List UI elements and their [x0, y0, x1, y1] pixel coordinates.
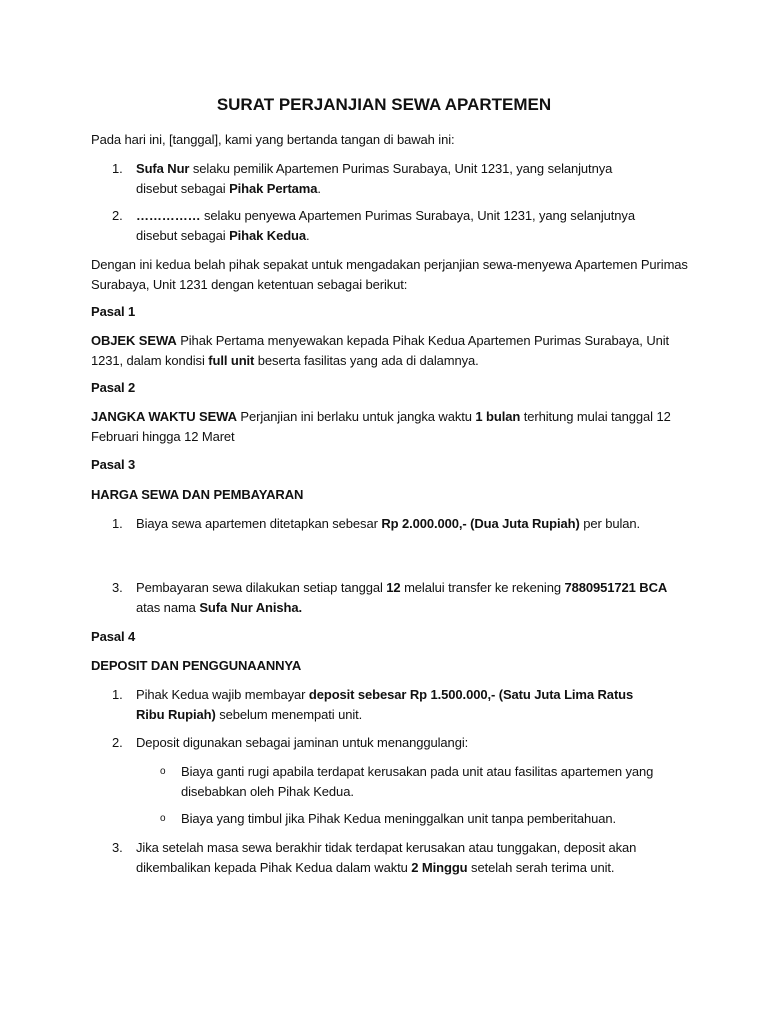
pasal-4-item-2-number: 2. [112, 735, 123, 750]
pasal-4-subheading: DEPOSIT DAN PENGGUNAANNYA [91, 658, 302, 673]
pasal-2-text [91, 407, 671, 447]
pasal-1-body: Pihak Pertama menyewakan kepada Pihak Kedua Apartemen Purimas Surabaya, Unit 1231, dalam kondisi [91, 333, 670, 368]
pasal-3-item-1-end: per bulan. [579, 516, 641, 531]
party-2-number: 2. [112, 208, 123, 223]
pasal-4-item-1-text: Pihak Kedua wajib membayar [136, 687, 309, 702]
subitem-1-text: Biaya ganti rugi apabila terdapat kerusakan pada unit atau fasilitas apartemen yang disebabkan oleh Pihak Kedua. [181, 764, 654, 799]
pasal-3-item-3-text3: atas nama [136, 600, 200, 615]
party-1-desc: selaku pemilik Apartemen Purimas Surabaya, Unit 1231, yang selanjutnya disebut sebagai [136, 161, 613, 196]
pasal-4-item-3-text: Jika setelah masa sewa berakhir tidak terdapat kerusakan atau tunggakan, deposit akan dikembalikan kepada Pihak Kedua dalam waktu [136, 840, 637, 875]
pasal-1-label: OBJEK SEWA [91, 333, 177, 348]
party-1-number: 1. [112, 161, 123, 176]
party-2-end: . [306, 228, 310, 243]
pasal-2-end: terhitung mulai tanggal 12 Februari hingga 12 Maret [91, 409, 671, 444]
document-title: SURAT PERJANJIAN SEWA APARTEMEN [216, 95, 552, 114]
pasal-1-text [91, 331, 691, 371]
pasal-1-end: beserta fasilitas yang ada di dalamnya. [254, 353, 479, 368]
pasal-4-heading: Pasal 4 [91, 629, 136, 644]
pasal-3-item-3-date: 12 [386, 580, 401, 595]
pasal-4-item-1 [136, 685, 656, 725]
pasal-4-item-1-deposit: deposit sebesar Rp 1.500.000,- (Satu Juta Lima Ratus Ribu Rupiah) [136, 687, 634, 722]
subitem-2-text: Biaya yang timbul jika Pihak Kedua meninggalkan unit tanpa pemberitahuan. [181, 811, 616, 826]
pasal-3-item-1-amount: Rp 2.000.000,- (Dua Juta Rupiah) [381, 516, 580, 531]
pasal-4-item-3-end: setelah serah terima unit. [467, 860, 615, 875]
party-2-text [136, 206, 656, 246]
party-1-text [136, 159, 656, 199]
pasal-3-item-3-number: 3. [112, 580, 123, 595]
pasal-3-item-1-text: Biaya sewa apartemen ditetapkan sebesar [136, 516, 382, 531]
pasal-4-item-1-number: 1. [112, 687, 123, 702]
pasal-3-item-3-text1: Pembayaran sewa dilakukan setiap tanggal [136, 580, 387, 595]
pasal-3-item-3-text2: melalui transfer ke rekening [400, 580, 565, 595]
pasal-4-item-2-text: Deposit digunakan sebagai jaminan untuk menanggulangi: [136, 735, 469, 750]
subitem-2-bullet: o [160, 813, 166, 824]
pasal-3-item-1-number: 1. [112, 516, 123, 531]
pasal-4-item-3-number: 3. [112, 840, 123, 855]
pasal-3-item-3-account: 7880951721 BCA [564, 580, 668, 595]
party-1-end: . [317, 181, 321, 196]
pasal-2-label: JANGKA WAKTU SEWA [91, 409, 237, 424]
pasal-3-item-3 [136, 578, 681, 618]
subitem-1-bullet: o [160, 766, 166, 777]
pasal-2-body: Perjanjian ini berlaku untuk jangka waktu [236, 409, 476, 424]
party-1-role: Pihak Pertama [229, 181, 318, 196]
pasal-3-item-1 [136, 514, 696, 534]
pasal-4-item-3 [136, 838, 646, 878]
party-2-name: …………… [136, 208, 201, 223]
pasal-3-heading: Pasal 3 [91, 457, 136, 472]
party-2-desc: selaku penyewa Apartemen Purimas Surabaya, Unit 1231, yang selanjutnya disebut sebagai [136, 208, 635, 243]
pasal-4-item-1-end: sebelum menempati unit. [215, 707, 363, 722]
party-2-role: Pihak Kedua [229, 228, 307, 243]
pasal-1-heading: Pasal 1 [91, 304, 136, 319]
intro-paragraph: Pada hari ini, [tanggal], kami yang bertanda tangan di bawah ini: [91, 132, 455, 147]
pasal-3-subheading: HARGA SEWA DAN PEMBAYARAN [91, 487, 304, 502]
agreement-paragraph: Dengan ini kedua belah pihak sepakat untuk mengadakan perjanjian sewa-menyewa Apartemen Purimas Surabaya, Unit 1231 dengan ketentuan sebagai berikut: [91, 257, 688, 292]
pasal-4-item-3-duration: 2 Minggu [411, 860, 468, 875]
pasal-2-bold: 1 bulan [475, 409, 521, 424]
pasal-2-heading: Pasal 2 [91, 380, 136, 395]
party-1-name: Sufa Nur [136, 161, 190, 176]
pasal-1-bold: full unit [208, 353, 255, 368]
pasal-3-item-3-holder: Sufa Nur Anisha. [199, 600, 302, 615]
